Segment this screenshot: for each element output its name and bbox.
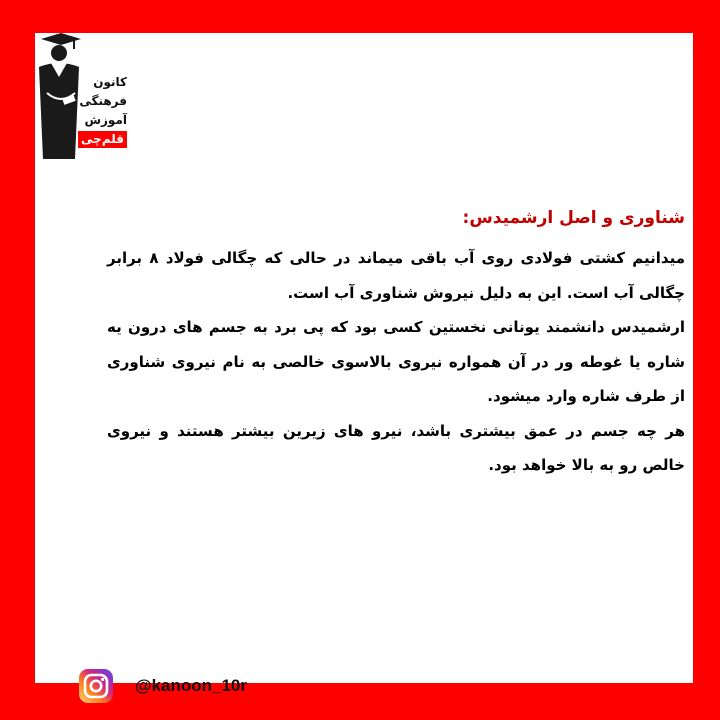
logo-badge: قلم‌چی	[78, 131, 127, 148]
social-footer	[79, 669, 247, 703]
logo-line: فرهنگی	[79, 94, 127, 108]
logo-wordmark	[79, 73, 127, 149]
article-body	[107, 203, 685, 483]
content-card	[35, 33, 693, 695]
instagram-handle[interactable]: @kanoon_10r	[135, 676, 248, 695]
logo-line: کانون	[93, 75, 127, 89]
article-paragraph: میدانیم کشتی فولادی روی آب باقی میماند در حالی که چگالی فولاد ۸ برابر چگالی آب است. این به دلیل نیروش شناوری آب است.	[107, 249, 686, 302]
instagram-icon[interactable]	[79, 669, 113, 703]
article-paragraph: ارشمیدس دانشمند یونانی نخستین کسی بود که پی برد به جسم های درون یه شاره یا غوطه ور در آن همواره نیروی بالاسوی خالصی به نام نیروی شناوری از طرف شاره وارد میشود.	[107, 318, 685, 405]
kanoon-logo	[35, 33, 127, 159]
graduate-figure-icon	[35, 33, 81, 159]
article-paragraph: هر چه جسم در عمق بیشتری باشد، نیرو های زیرین بیشتر هستند و نیروی خالص رو به بالا خواهد بود.	[107, 421, 685, 474]
logo-line: آموزش	[84, 113, 127, 127]
article-title: شناوری و اصل ارشمیدس:	[462, 208, 685, 228]
